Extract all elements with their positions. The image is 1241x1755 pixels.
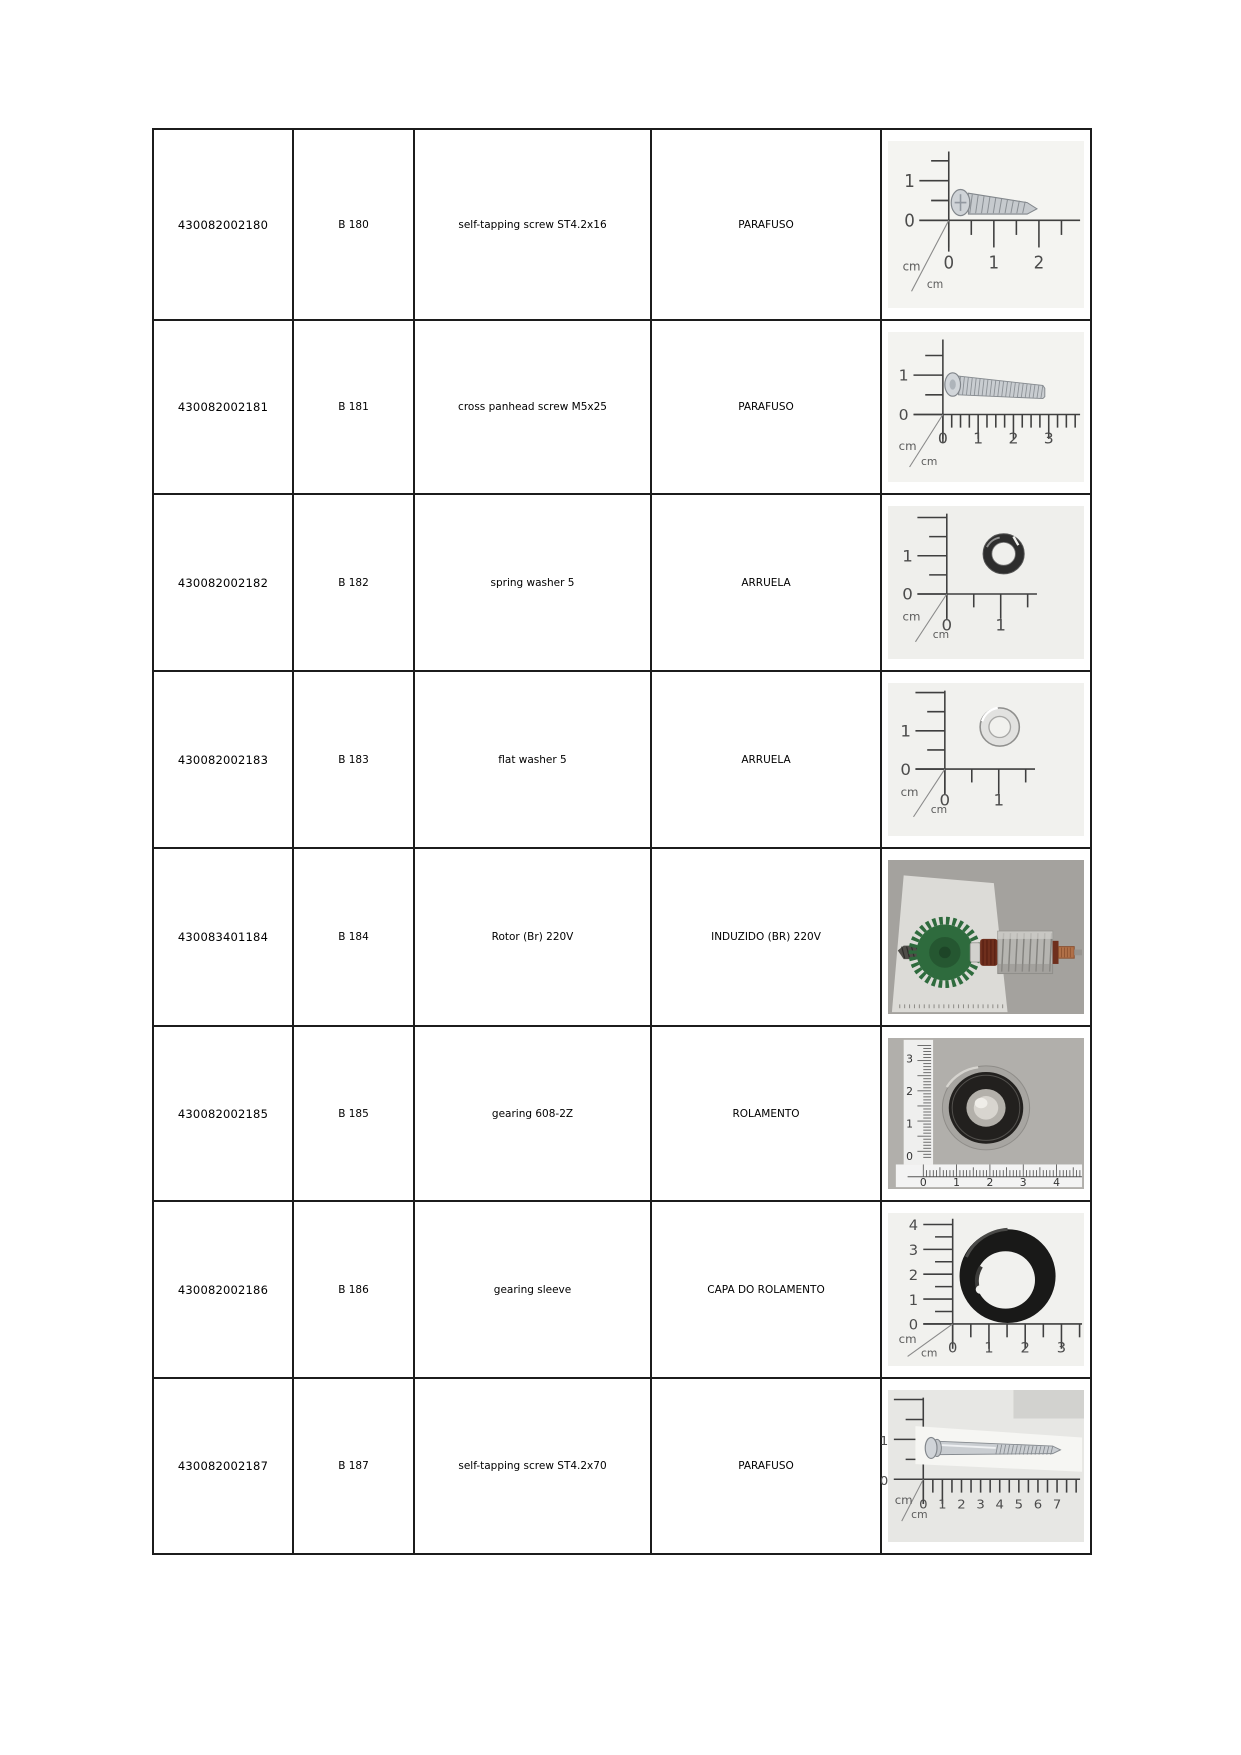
svg-text:1: 1	[995, 615, 1006, 635]
photo-bearing	[888, 1038, 1084, 1189]
svg-text:6: 6	[1033, 1497, 1043, 1513]
description-en-cell: gearing sleeve	[414, 1201, 651, 1378]
svg-text:1: 1	[984, 1340, 994, 1357]
photo-cell	[881, 494, 1091, 671]
photo-spring-washer	[888, 506, 1084, 659]
svg-text:2: 2	[908, 1268, 919, 1284]
svg-text:4: 4	[1053, 1177, 1060, 1190]
photo-screw-machine	[888, 332, 1084, 482]
part-number-cell: 430082002181	[153, 320, 293, 494]
part-photo	[882, 332, 1090, 482]
svg-text:cm: cm	[894, 1493, 913, 1507]
svg-text:0: 0	[941, 615, 953, 635]
reference-cell: B 181	[293, 320, 414, 494]
table-row	[153, 848, 1091, 1026]
table-row	[153, 1378, 1091, 1554]
photo-cell	[881, 1201, 1091, 1378]
svg-text:4: 4	[995, 1497, 1004, 1513]
svg-text:cm: cm	[920, 456, 938, 469]
svg-text:7: 7	[1052, 1497, 1062, 1513]
svg-text:0: 0	[937, 429, 948, 448]
svg-text:3: 3	[1056, 1340, 1067, 1357]
svg-text:1: 1	[938, 1497, 947, 1513]
svg-text:2: 2	[986, 1177, 994, 1190]
reference-cell: B 184	[293, 848, 414, 1026]
svg-text:cm: cm	[932, 628, 950, 641]
part-photo	[882, 506, 1090, 659]
description-en-cell: cross panhead screw M5x25	[414, 320, 651, 494]
reference-cell: B 180	[293, 129, 414, 320]
svg-text:1: 1	[953, 1177, 961, 1190]
part-number-cell: 430082002180	[153, 129, 293, 320]
svg-text:3: 3	[1043, 429, 1054, 448]
svg-text:cm: cm	[902, 609, 921, 624]
svg-text:cm: cm	[920, 1346, 938, 1360]
part-number-cell: 430082002185	[153, 1026, 293, 1201]
svg-text:0: 0	[906, 1151, 913, 1164]
svg-text:0: 0	[919, 1497, 928, 1513]
part-number-cell: 430082002182	[153, 494, 293, 671]
svg-text:cm: cm	[902, 259, 921, 274]
part-photo	[882, 1213, 1090, 1366]
svg-text:3: 3	[908, 1243, 919, 1260]
photo-rotor	[888, 860, 1084, 1014]
part-photo	[882, 141, 1090, 308]
svg-text:2: 2	[1020, 1340, 1030, 1357]
svg-text:2: 2	[1008, 429, 1019, 448]
reference-cell: B 187	[293, 1378, 414, 1554]
svg-text:0: 0	[908, 1317, 919, 1334]
photo-flat-washer	[888, 683, 1084, 836]
description-en-cell: gearing 608-2Z	[414, 1026, 651, 1201]
table-row	[153, 1201, 1091, 1378]
photo-cell	[881, 848, 1091, 1026]
svg-text:1: 1	[908, 1292, 919, 1309]
part-photo	[879, 1390, 1090, 1542]
part-number-cell: 430082002187	[153, 1378, 293, 1554]
part-photo	[882, 683, 1090, 836]
part-number-cell: 430082002186	[153, 1201, 293, 1378]
svg-text:0: 0	[879, 1474, 889, 1489]
svg-text:0: 0	[900, 759, 911, 779]
svg-text:1: 1	[906, 1118, 913, 1131]
part-photo	[882, 1038, 1090, 1189]
svg-text:2: 2	[1033, 252, 1045, 274]
svg-text:3: 3	[976, 1497, 985, 1513]
table-row	[153, 129, 1091, 320]
description-en-cell: self-tapping screw ST4.2x70	[414, 1378, 651, 1554]
svg-text:3: 3	[1019, 1177, 1027, 1190]
photo-cell	[881, 1378, 1091, 1554]
photo-cell	[881, 671, 1091, 848]
part-number-cell: 430083401184	[153, 848, 293, 1026]
parts-table	[152, 128, 1092, 1555]
photo-screw-long	[879, 1390, 1084, 1542]
description-en-cell: Rotor (Br) 220V	[414, 848, 651, 1026]
photo-screw-short	[888, 141, 1084, 308]
svg-text:3: 3	[906, 1053, 913, 1066]
svg-text:cm: cm	[900, 784, 919, 799]
description-en-cell: self-tapping screw ST4.2x16	[414, 129, 651, 320]
svg-text:1: 1	[898, 367, 909, 385]
description-en-cell: spring washer 5	[414, 494, 651, 671]
svg-text:1: 1	[879, 1434, 889, 1450]
svg-text:0: 0	[939, 790, 951, 810]
svg-text:cm: cm	[898, 439, 917, 454]
photo-sleeve	[888, 1213, 1084, 1366]
svg-text:0: 0	[943, 252, 955, 274]
table-row	[153, 320, 1091, 494]
svg-text:0: 0	[919, 1177, 927, 1190]
table-row	[153, 494, 1091, 671]
svg-text:1: 1	[904, 171, 915, 193]
description-pt-cell: ARRUELA	[651, 671, 881, 848]
part-photo	[882, 860, 1090, 1014]
reference-cell: B 186	[293, 1201, 414, 1378]
table-row	[153, 671, 1091, 848]
svg-text:0: 0	[904, 211, 915, 232]
description-pt-cell: CAPA DO ROLAMENTO	[651, 1201, 881, 1378]
photo-cell	[881, 1026, 1091, 1201]
svg-text:2: 2	[906, 1086, 913, 1099]
svg-text:0: 0	[902, 584, 913, 604]
description-pt-cell: ROLAMENTO	[651, 1026, 881, 1201]
svg-text:cm: cm	[926, 277, 944, 292]
part-number-cell: 430082002183	[153, 671, 293, 848]
description-pt-cell: PARAFUSO	[651, 1378, 881, 1554]
svg-text:2: 2	[957, 1497, 966, 1513]
svg-text:1: 1	[993, 790, 1005, 810]
reference-cell: B 182	[293, 494, 414, 671]
svg-text:1: 1	[900, 721, 911, 741]
svg-text:0: 0	[947, 1340, 958, 1357]
description-pt-cell: PARAFUSO	[651, 129, 881, 320]
svg-text:4: 4	[908, 1218, 919, 1235]
description-pt-cell: PARAFUSO	[651, 320, 881, 494]
description-en-cell: flat washer 5	[414, 671, 651, 848]
svg-text:5: 5	[1014, 1497, 1024, 1513]
reference-cell: B 183	[293, 671, 414, 848]
table-row	[153, 1026, 1091, 1201]
svg-text:cm: cm	[930, 803, 948, 817]
photo-cell	[881, 129, 1091, 320]
svg-text:0: 0	[898, 406, 909, 425]
reference-cell: B 185	[293, 1026, 414, 1201]
svg-text:cm: cm	[898, 1332, 917, 1347]
svg-text:1: 1	[988, 252, 1000, 274]
photo-cell	[881, 320, 1091, 494]
svg-text:1: 1	[902, 546, 913, 566]
description-pt-cell: INDUZIDO (BR) 220V	[651, 848, 881, 1026]
description-pt-cell: ARRUELA	[651, 494, 881, 671]
svg-text:1: 1	[973, 429, 984, 448]
svg-text:cm: cm	[911, 1508, 928, 1522]
